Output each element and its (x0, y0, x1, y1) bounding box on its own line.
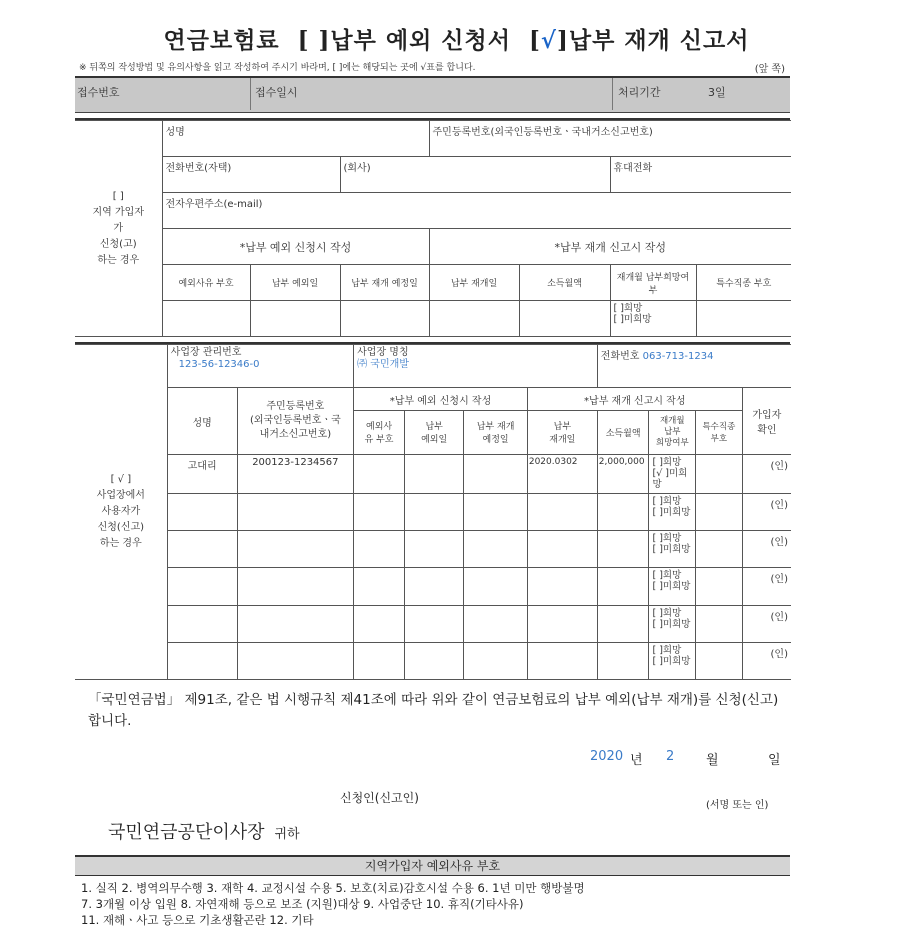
cell[interactable] (162, 301, 250, 337)
name-label: 성명 (162, 121, 429, 157)
cell[interactable] (404, 454, 463, 493)
col-resume-plan: 납부 재개 예정일 (340, 265, 429, 301)
cell[interactable] (429, 301, 519, 337)
row-rrn[interactable] (237, 531, 354, 568)
cell[interactable] (354, 605, 405, 642)
row-resume-date[interactable] (527, 642, 597, 679)
cell[interactable] (519, 301, 610, 337)
wish-no-checkbox[interactable]: [ ]미희망 (652, 544, 691, 556)
wish-yes-checkbox[interactable]: [ ]희망 (652, 607, 682, 619)
row-rrn[interactable] (237, 642, 354, 679)
resume-section-header: *납부 재개 신고시 작성 (527, 388, 742, 411)
wish-checkbox-group[interactable] (649, 493, 696, 530)
mgmt-no-value[interactable]: 123-56-12346-0 (178, 359, 260, 370)
cell[interactable] (696, 605, 743, 642)
phone-value[interactable]: 063-713-1234 (642, 351, 714, 362)
cell[interactable] (250, 301, 340, 337)
regional-side-label: [ ] 지역 가입자 가 신청(고) 하는 경우 (75, 121, 162, 337)
wish-checkbox-group[interactable] (649, 605, 696, 642)
recipient (108, 818, 300, 844)
table-row (75, 531, 791, 568)
date-year[interactable]: 2020 (590, 749, 624, 764)
row-name[interactable]: 고대리 (167, 454, 237, 493)
cell[interactable] (354, 531, 405, 568)
col-resume-plan: 납부 재개 예정일 (464, 411, 528, 454)
row-rrn[interactable] (237, 493, 354, 530)
cell[interactable] (404, 493, 463, 530)
wish-checkbox-group[interactable] (649, 454, 696, 493)
row-resume-date[interactable] (527, 605, 597, 642)
wish-no-checkbox[interactable]: [ ]미희망 (652, 618, 691, 630)
exempt-section-header: *납부 예외 신청시 작성 (162, 229, 429, 265)
wish-no-checkbox[interactable]: [ ]미희망 (652, 506, 691, 518)
wish-checkbox-group[interactable] (610, 301, 696, 337)
cell[interactable] (354, 568, 405, 605)
row-rrn[interactable] (237, 605, 354, 642)
row-name[interactable] (167, 642, 237, 679)
title-text-end: ]납부 재개 신고서 (557, 27, 750, 54)
biz-name-value[interactable]: ㈜ 국민개발 (357, 359, 409, 370)
cell[interactable] (464, 531, 528, 568)
cell[interactable] (404, 605, 463, 642)
receipt-date-label: 접수일시 (255, 86, 298, 99)
row-resume-date[interactable]: 2020.0302 (527, 454, 597, 493)
col-confirm: 가입자 확인 (742, 388, 791, 454)
mobile-label: 휴대전화 (610, 157, 791, 193)
row-income[interactable] (597, 531, 649, 568)
resume-section-header: *납부 재개 신고시 작성 (429, 229, 791, 265)
cell[interactable] (354, 454, 405, 493)
cell[interactable] (404, 642, 463, 679)
wish-yes-checkbox[interactable]: [ ]희망 (652, 495, 682, 507)
col-wish: 재개월 납부희망여부 (610, 265, 696, 301)
cell[interactable] (404, 568, 463, 605)
cell[interactable] (696, 493, 743, 530)
date-month[interactable]: 2 (666, 749, 675, 764)
cell[interactable] (696, 568, 743, 605)
col-rrn: 주민등록번호 (외국인등록번호ㆍ국 내거소신고번호) (237, 388, 354, 454)
codes-line: 11. 재해ㆍ사고 등으로 기초생활곤란 12. 기타 (81, 913, 314, 927)
cell[interactable] (464, 454, 528, 493)
cell[interactable] (354, 642, 405, 679)
wish-yes-checkbox[interactable]: [ ]희망 (613, 303, 643, 314)
row-name[interactable] (167, 568, 237, 605)
row-income[interactable] (597, 493, 649, 530)
seal-mark[interactable]: (인) (742, 454, 791, 493)
row-income[interactable] (597, 568, 649, 605)
applicant-label: 신청인(신고인) (340, 791, 419, 805)
wish-checkbox-group[interactable] (649, 531, 696, 568)
rrn-label: 주민등록번호(외국인등록번호ㆍ국내거소신고번호) (429, 121, 791, 157)
wish-yes-checkbox[interactable]: [ ]희망 (652, 570, 682, 582)
cell[interactable] (464, 642, 528, 679)
col-exempt-date: 납부 예외일 (250, 265, 340, 301)
cell[interactable] (696, 642, 743, 679)
wish-checkbox-group[interactable] (649, 642, 696, 679)
col-resume-date: 납부 재개일 (527, 411, 597, 454)
form-title (0, 22, 913, 55)
divider (250, 78, 251, 110)
seal-mark[interactable]: (인) (742, 493, 791, 530)
col-reason-code: 예외사 유 부호 (354, 411, 405, 454)
wish-no-checkbox[interactable]: [√ ]미희망 (652, 467, 688, 490)
row-name[interactable] (167, 605, 237, 642)
receipt-bar (75, 76, 790, 113)
regional-subscriber-table (75, 120, 791, 337)
exception-codes-list (81, 880, 801, 928)
codes-line: 7. 3개월 이상 입원 8. 자연재해 등으로 보조 (지원)대상 9. 사업중단 10. 휴직(기타사유) (81, 897, 524, 911)
row-resume-date[interactable] (527, 493, 597, 530)
date-day-unit: 일 (768, 753, 781, 768)
wish-no-checkbox[interactable]: [ ]미희망 (613, 314, 652, 325)
sign-or-seal-mark[interactable]: (서명 또는 인) (706, 800, 769, 811)
seal-mark[interactable]: (인) (742, 531, 791, 568)
processing-period-value: 3일 (708, 86, 726, 99)
col-name: 성명 (167, 388, 237, 454)
wish-checkbox-group[interactable] (649, 568, 696, 605)
table-row (75, 642, 791, 679)
wish-yes-checkbox[interactable]: [ ]희망 (652, 533, 682, 545)
col-income: 소득월액 (597, 411, 649, 454)
date-year-unit: 년 (630, 753, 643, 768)
wish-yes-checkbox[interactable]: [ ]희망 (652, 456, 682, 468)
page-side-label: (앞 쪽) (754, 64, 785, 75)
row-income[interactable] (597, 605, 649, 642)
cell[interactable] (354, 493, 405, 530)
date-month-unit: 월 (706, 753, 719, 768)
recipient-suffix: 귀하 (274, 827, 300, 842)
table-row (75, 605, 791, 642)
col-special-code: 특수직종 부호 (696, 265, 791, 301)
instruction-notice: ※ 뒤쪽의 작성방법 및 유의사항을 읽고 작성하여 주시기 바라며, [ ]에는 해당되는 곳에 √표를 합니다. (79, 63, 476, 73)
exception-codes-heading: 지역가입자 예외사유 부호 (75, 855, 790, 876)
exempt-section-header: *납부 예외 신청시 작성 (354, 388, 528, 411)
codes-line: 1. 실직 2. 병역의무수행 3. 재학 4. 교정시설 수용 5. 보호(치료)감호시설 수용 6. 1년 미만 행방불명 (81, 881, 585, 895)
divider (612, 78, 613, 110)
cell[interactable] (404, 531, 463, 568)
seal-mark[interactable]: (인) (742, 642, 791, 679)
col-income: 소득월액 (519, 265, 610, 301)
declaration-text: 「국민연금법」 제91조, 같은 법 시행규칙 제41조에 따라 위와 같이 연금보험료의 납부 예외(납부 재개)를 신청(신고)합니다. (88, 692, 779, 729)
cell[interactable] (696, 454, 743, 493)
cell[interactable] (464, 568, 528, 605)
row-resume-date[interactable] (527, 568, 597, 605)
row-resume-date[interactable] (527, 531, 597, 568)
table-row (75, 454, 791, 493)
col-resume-date: 납부 재개일 (429, 265, 519, 301)
biz-name-label: 사업장 명칭 (357, 347, 409, 358)
row-rrn[interactable] (237, 568, 354, 605)
col-exempt-date: 납부 예외일 (404, 411, 463, 454)
col-reason-code: 예외사유 부호 (162, 265, 250, 301)
mgmt-no-label: 사업장 관리번호 (170, 347, 242, 358)
row-income[interactable] (597, 642, 649, 679)
seal-mark[interactable]: (인) (742, 605, 791, 642)
seal-mark[interactable]: (인) (742, 568, 791, 605)
receipt-number-label: 접수번호 (77, 86, 120, 99)
wish-yes-checkbox[interactable]: [ ]희망 (652, 644, 682, 656)
processing-period-label: 처리기간 (618, 86, 661, 99)
phone-label: 전화번호 (600, 351, 640, 362)
row-income[interactable]: 2,000,000 (597, 454, 649, 493)
row-rrn[interactable]: 200123-1234567 (237, 454, 354, 493)
cell[interactable] (696, 301, 791, 337)
cell[interactable] (696, 531, 743, 568)
recipient-org: 국민연금공단이사장 (108, 822, 265, 843)
home-phone-label: 전화번호(자택) (162, 157, 340, 193)
cell[interactable] (340, 301, 429, 337)
cell[interactable] (464, 605, 528, 642)
email-label: 전자우편주소(e-mail) (162, 193, 791, 229)
workplace-side-label: [ √ ] 사업장에서 사용자가 신청(신고) 하는 경우 (75, 345, 167, 680)
title-check-mark: √ (540, 27, 557, 54)
table-row (75, 568, 791, 605)
table-row (75, 493, 791, 530)
col-special-code: 특수직종 부호 (696, 411, 743, 454)
row-name[interactable] (167, 531, 237, 568)
title-text: 연금보험료 [ ]납부 예외 신청서 [ (163, 27, 541, 54)
wish-no-checkbox[interactable]: [ ]미희망 (652, 655, 691, 667)
wish-no-checkbox[interactable]: [ ]미희망 (652, 581, 691, 593)
workplace-table (75, 344, 791, 680)
office-phone-label: (회사) (340, 157, 610, 193)
row-name[interactable] (167, 493, 237, 530)
cell[interactable] (464, 493, 528, 530)
col-wish: 재개월 납부 희망여부 (649, 411, 696, 454)
